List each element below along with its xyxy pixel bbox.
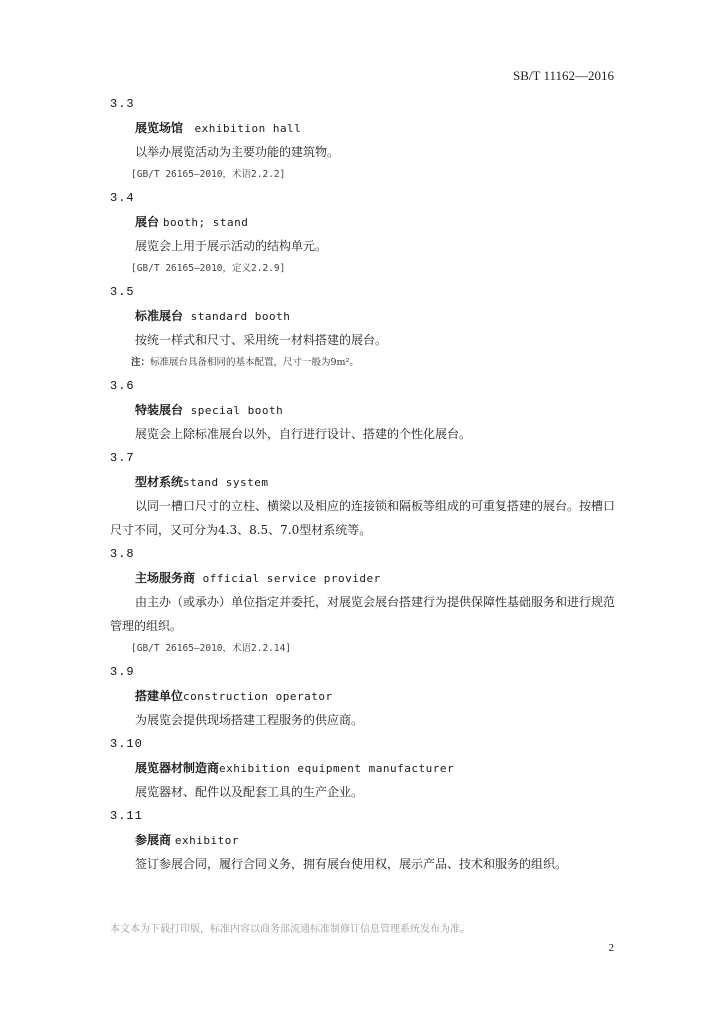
term-title-cn: 主场服务商: [135, 571, 196, 585]
term-number: 3.4: [110, 191, 135, 205]
term-title-cn: 标准展台: [135, 309, 184, 323]
term-title: [110, 398, 620, 422]
term-title: [110, 304, 620, 328]
term-title-cn: 型材系统: [135, 475, 184, 489]
term-title-en: booth; stand: [162, 216, 249, 229]
term-title-cn: 展览器材制造商: [135, 761, 220, 775]
term-title: [110, 756, 620, 780]
term-number: 3.9: [110, 665, 135, 679]
term-entry: [110, 446, 620, 542]
term-definition: 为展览会提供现场搭建工程服务的供应商。: [135, 713, 364, 727]
term-title: [110, 116, 620, 140]
term-title: [110, 828, 620, 852]
term-title-cn: 参展商: [135, 833, 172, 847]
term-number: 3.3: [110, 97, 135, 111]
term-title: [110, 684, 620, 708]
document-code: SB/T 11162—2016: [512, 68, 614, 83]
term-number: 3.6: [110, 379, 135, 393]
term-title-en: stand system: [183, 476, 269, 489]
term-definition: 以同一槽口尺寸的立柱、横梁以及相应的连接锁和隔板等组成的可重复搭建的展台。按槽口尺寸不同，又可分为4.3、8.5、7.0型材系统等。: [110, 499, 616, 537]
note-label: 注：: [131, 357, 151, 368]
term-title-en: special booth: [190, 404, 284, 417]
term-definition: 展览器材、配件以及配套工具的生产企业。: [135, 785, 364, 799]
term-definition: 由主办（或承办）单位指定并委托，对展览会展台搭建行为提供保障性基础服务和进行规范管理的组织。: [110, 595, 616, 633]
term-title-en: construction operator: [183, 690, 333, 703]
term-number: 3.8: [110, 547, 135, 561]
term-title: [110, 210, 620, 234]
term-entry: [110, 542, 620, 660]
term-title-cn: 特装展台: [135, 403, 184, 417]
term-number: 3.11: [110, 809, 143, 823]
term-title-en: standard booth: [190, 310, 291, 323]
term-definition: 按统一样式和尺寸、采用统一材料搭建的展台。: [135, 333, 388, 347]
term-number: 3.5: [110, 285, 135, 299]
term-title-en: official service provider: [202, 572, 381, 585]
term-title-cn: 搭建单位: [135, 689, 184, 703]
term-title: [110, 566, 620, 590]
term-source: [GB/T 26165—2010，术语2.2.2]: [131, 169, 286, 180]
term-number: 3.10: [110, 737, 143, 751]
term-definition: 展览会上除标准展台以外，自行进行设计、搭建的个性化展台。: [135, 427, 472, 441]
terms-section: [110, 92, 620, 876]
term-title-cn: 展览场馆: [135, 121, 184, 135]
term-definition: 签订参展合同，履行合同义务，拥有展台使用权，展示产品、技术和服务的组织。: [135, 857, 568, 871]
term-note: [110, 352, 620, 374]
term-entry: [110, 92, 620, 186]
term-entry: [110, 374, 620, 446]
note-text: 标准展台具备相同的基本配置，尺寸一般为9m²。: [150, 357, 359, 368]
term-entry: [110, 660, 620, 732]
term-entry: [110, 804, 620, 876]
term-definition: 展览会上用于展示活动的结构单元。: [135, 239, 328, 253]
term-title: [110, 470, 620, 494]
term-entry: [110, 280, 620, 374]
term-title-cn: 展台: [135, 215, 160, 229]
footer-disclaimer: 本文本为下载打印版，标准内容以商务部流通标准制修订信息管理系统发布为准。: [110, 924, 470, 935]
term-title-en: exhibition hall: [194, 122, 302, 135]
term-source: [GB/T 26165—2010，定义2.2.9]: [131, 263, 286, 274]
term-title-en: exhibitor: [174, 834, 239, 847]
term-number: 3.7: [110, 451, 135, 465]
term-entry: [110, 186, 620, 280]
term-entry: [110, 732, 620, 804]
term-source: [GB/T 26165—2010，术语2.2.14]: [131, 643, 292, 654]
page-number: 2: [608, 942, 614, 954]
term-title-en: exhibition equipment manufacturer: [219, 762, 455, 775]
term-definition: 以举办展览活动为主要功能的建筑物。: [135, 145, 340, 159]
